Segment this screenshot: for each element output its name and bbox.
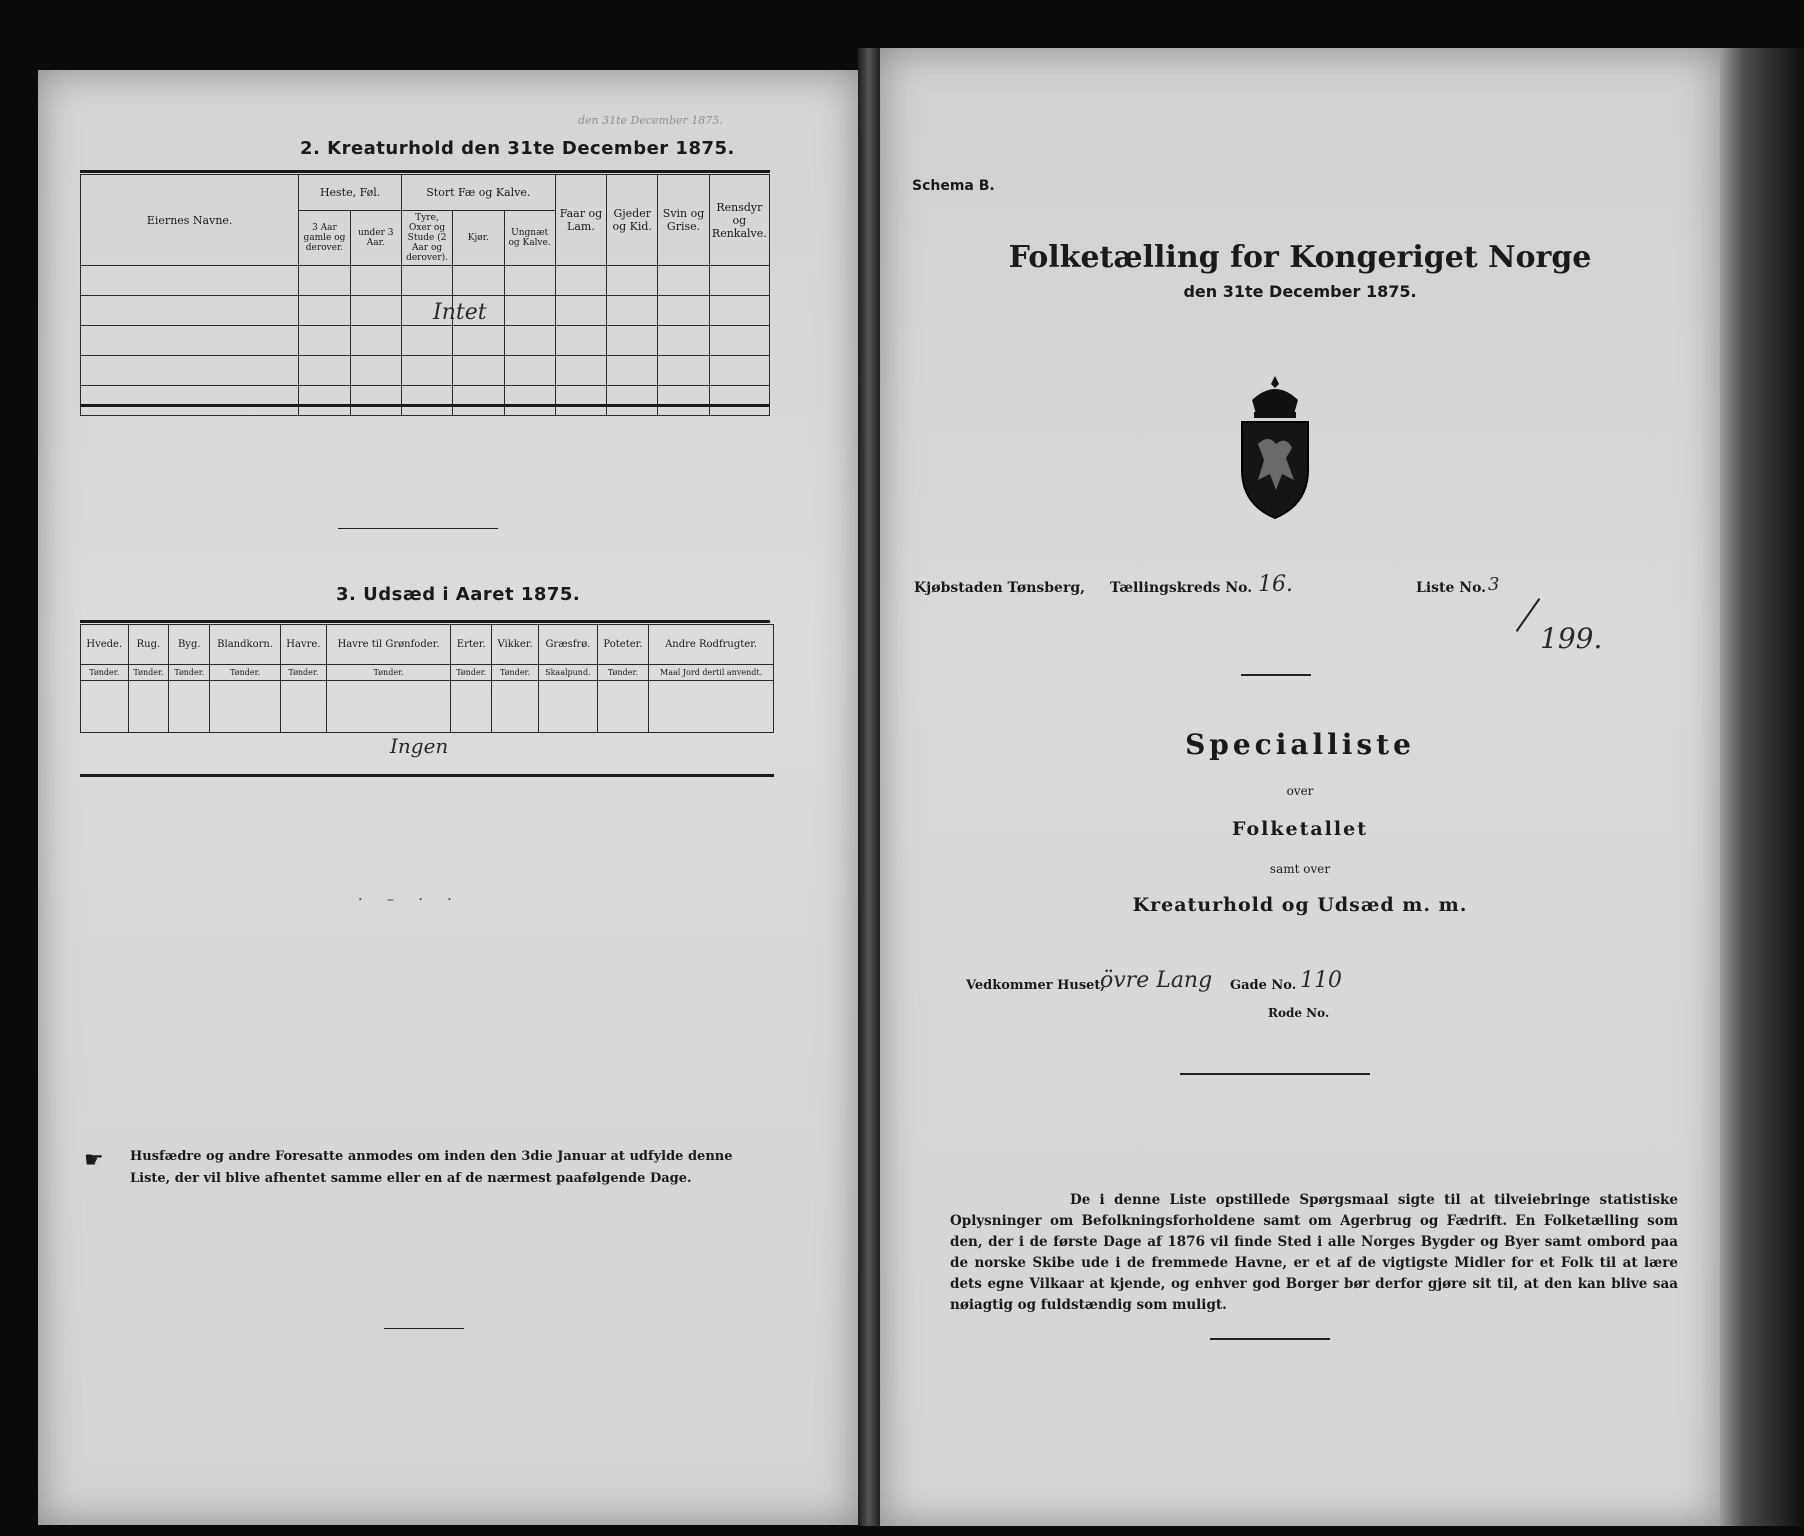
seed-header-poteter: Poteter. [597, 625, 648, 665]
gade-value: 110 [1300, 968, 1342, 993]
kreds-value: 16. [1258, 572, 1293, 597]
handwritten-slash [1516, 598, 1541, 632]
folketallet-text: Folketallet [1232, 818, 1368, 840]
liste-value: 3 [1488, 574, 1500, 595]
seed-header-havre: Havre. [281, 625, 327, 665]
seed-header-blandkorn: Blandkorn. [210, 625, 281, 665]
owner-header: Eiernes Navne. [81, 175, 299, 266]
livestock-row [81, 326, 770, 356]
section-3-top-rule [80, 620, 770, 623]
livestock-row [81, 356, 770, 386]
liste-label: Liste No. [1416, 580, 1487, 596]
seed-header-rug: Rug. [128, 625, 169, 665]
kjobstad-label: Kjøbstaden Tønsberg, [914, 580, 1085, 596]
cattle-cows-header: Kjør. [453, 211, 504, 266]
gade-label: Gade No. [1230, 978, 1297, 993]
livestock-row [81, 386, 770, 416]
kreds-label: Tællingskreds No. [1110, 580, 1253, 596]
seed-unit: Tønder. [81, 665, 129, 681]
dots-ornament: · – · · [358, 892, 462, 908]
seed-header-hvede: Hvede. [81, 625, 129, 665]
samt-over-text: samt over [1269, 862, 1331, 876]
seed-row [81, 681, 774, 733]
census-date: den 31te December 1875. [1183, 282, 1417, 301]
seed-unit: Tønder. [210, 665, 281, 681]
page-edges [1720, 48, 1804, 1526]
divider [338, 528, 498, 529]
census-title: Folketælling for Kongeriget Norge [1008, 240, 1592, 275]
seed-header-gronfoder: Havre til Grønfoder. [326, 625, 451, 665]
horses-old-header: 3 Aar gamle og derover. [299, 211, 350, 266]
horses-young-header: under 3 Aar. [350, 211, 401, 266]
seed-header-vikker: Vikker. [492, 625, 539, 665]
reindeer-header: Rensdyr og Renkalve. [709, 175, 769, 266]
cattle-header: Stort Fæ og Kalve. [401, 175, 555, 211]
kreaturhold-text: Kreaturhold og Udsæd m. m. [1132, 894, 1468, 916]
bleed-through-text: den 31te December 1875. [578, 114, 723, 127]
livestock-handwritten-entry: Intet [433, 300, 487, 325]
explanatory-paragraph: De i denne Liste opstillede Spørgsmaal sigte til at tilveiebringe statistiske Oplysninger om Befolkningsforholdene samt om Agerbrug og Fædrift. En Folketælling som den, der i de første Dage af 1876 vil finde Sted i alle Norges Bygder og Byer samt ombord paa de norske Skibe ude i de fremmede Havne, er et af de vigtigste Midler for et Folk til at lære dets egne Vilkaar at kjende, og enhver god Borger bør derfor gjøre sit til, at den kan blive saa nøiagtig og fuldstændig som muligt. [950, 1192, 1678, 1313]
seed-unit: Tønder. [492, 665, 539, 681]
cattle-young-header: Ungnæt og Kalve. [504, 211, 555, 266]
over-text: over [1286, 784, 1314, 798]
right-page [880, 48, 1720, 1526]
left-page [38, 70, 858, 1525]
schema-label: Schema B. [912, 178, 995, 194]
vedkommer-value: övre Lang [1100, 968, 1213, 993]
livestock-row [81, 266, 770, 296]
section-2-title: 2. Kreaturhold den 31te December 1875. [300, 138, 735, 159]
section-3-title: 3. Udsæd i Aaret 1875. [336, 584, 581, 605]
seed-unit: Tønder. [451, 665, 492, 681]
liste-extra: 199. [1540, 622, 1603, 655]
section-3-bottom-rule [80, 774, 774, 777]
seed-unit: Tønder. [326, 665, 451, 681]
seed-header-byg: Byg. [169, 625, 210, 665]
seed-handwritten-entry: Ingen [390, 734, 449, 758]
notice-text: Husfædre og andre Foresatte anmodes om inden den 3die Januar at udfylde denne Liste, der vil blive afhentet samme eller en af de nærmest paafølgende Dage. [130, 1149, 733, 1186]
seed-unit: Tønder. [128, 665, 169, 681]
livestock-row [81, 296, 770, 326]
seed-unit: Tønder. [169, 665, 210, 681]
book-spine [858, 48, 880, 1526]
specialliste-title: Specialliste [1185, 728, 1415, 761]
section-2-bottom-rule [80, 404, 770, 407]
sheep-header: Faar og Lam. [555, 175, 606, 266]
cattle-oxen-header: Tyre, Oxer og Stude (2 Aar og derover). [401, 211, 452, 266]
divider [1210, 1338, 1330, 1340]
seed-header-erter: Erter. [451, 625, 492, 665]
pigs-header: Svin og Grise. [658, 175, 709, 266]
livestock-table [80, 174, 770, 416]
seed-header-rodfrugter: Andre Rodfrugter. [649, 625, 774, 665]
seed-unit: Maal Jord dertil anvendt. [649, 665, 774, 681]
divider [384, 1328, 464, 1329]
seed-header-graesfro: Græsfrø. [538, 625, 597, 665]
seed-unit: Tønder. [597, 665, 648, 681]
seed-unit: Tønder. [281, 665, 327, 681]
seed-table [80, 624, 774, 733]
rode-label: Rode No. [1268, 1006, 1330, 1020]
seed-unit: Skaalpund. [538, 665, 597, 681]
section-2-top-rule [80, 170, 770, 173]
divider [1241, 674, 1311, 676]
pointing-hand-icon: ☛ [84, 1148, 104, 1173]
coat-of-arms-icon [1228, 374, 1322, 524]
horses-header: Heste, Føl. [299, 175, 402, 211]
vedkommer-label: Vedkommer Huset, [966, 978, 1105, 993]
divider [1180, 1073, 1370, 1075]
goats-header: Gjeder og Kid. [607, 175, 658, 266]
